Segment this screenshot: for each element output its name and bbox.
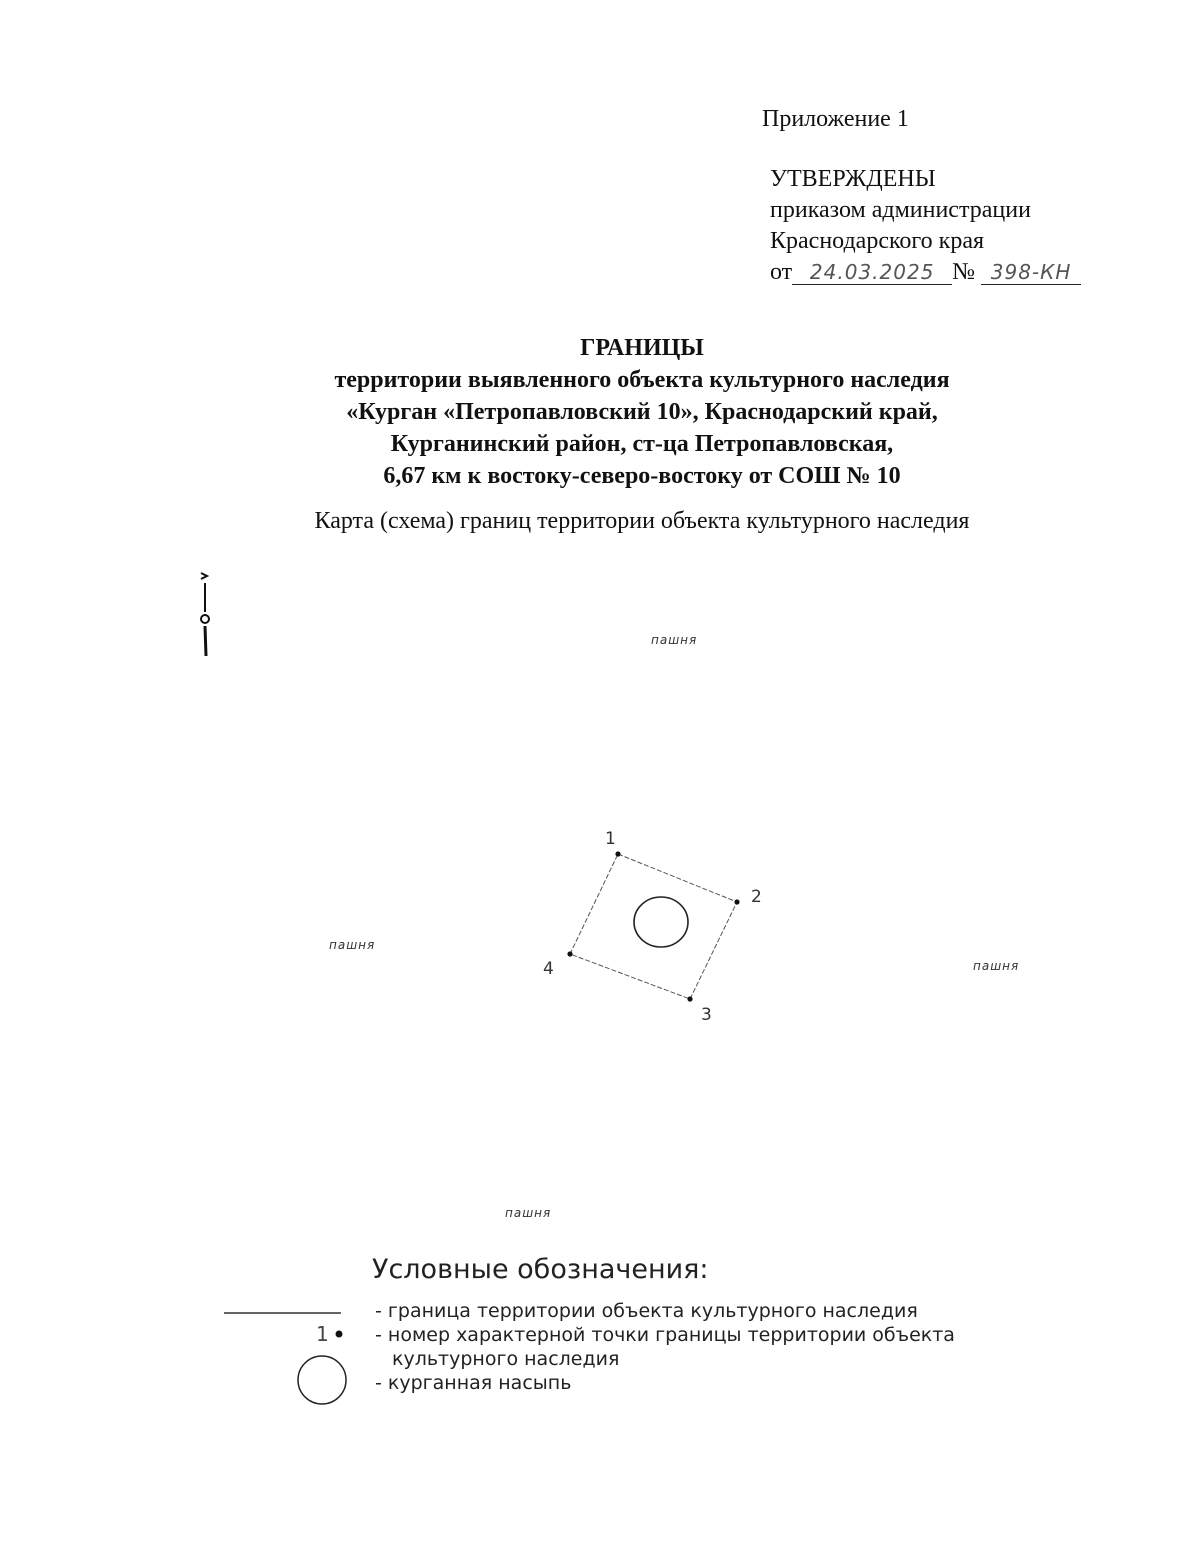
boundary-point-1 xyxy=(615,851,620,856)
point-label-1: 1 xyxy=(605,829,616,849)
legend-point-text-line-1: - номер характерной точки границы территории объекта xyxy=(375,1324,955,1346)
order-number: 398-КН xyxy=(981,260,1081,285)
legend-mound-icon xyxy=(298,1356,346,1404)
boundary-point-2 xyxy=(734,899,739,904)
territory-boundary xyxy=(570,854,737,999)
field-label-right: пашня xyxy=(973,959,1020,973)
legend-point-number-sample: 1 xyxy=(316,1322,329,1346)
map-subtitle: Карта (схема) границ территории объекта культурного наследия xyxy=(314,508,970,534)
legend-title: Условные обозначения: xyxy=(372,1254,709,1285)
point-label-3: 3 xyxy=(701,1005,712,1025)
order-date: 24.03.2025 xyxy=(792,260,952,285)
number-label: № xyxy=(952,259,976,285)
boundary-point-3 xyxy=(687,996,692,1001)
north-arrow-icon xyxy=(201,573,209,656)
legend-boundary-text: - граница территории объекта культурного наследия xyxy=(375,1300,918,1322)
appendix-label: Приложение 1 xyxy=(762,106,909,132)
mound-outline xyxy=(634,897,688,947)
legend-point-dot-icon xyxy=(336,1331,343,1338)
title-line-3: Курганинский район, ст-ца Петропавловская, xyxy=(390,431,894,457)
title-line-4: 6,67 км к востоку-северо-востоку от СОШ № 10 xyxy=(383,463,901,489)
title-main: ГРАНИЦЫ xyxy=(580,335,704,361)
field-label-top: пашня xyxy=(651,633,698,647)
point-label-4: 4 xyxy=(543,959,554,979)
from-label: от xyxy=(770,259,793,285)
by-order-line: приказом администрации xyxy=(770,197,1031,223)
legend-mound-text: - курганная насыпь xyxy=(375,1372,572,1394)
point-label-2: 2 xyxy=(751,887,762,907)
region-line: Краснодарского края xyxy=(770,228,985,254)
boundary-point-4 xyxy=(567,951,572,956)
approved-heading: УТВЕРЖДЕНЫ xyxy=(770,166,936,192)
field-label-bottom: пашня xyxy=(505,1206,552,1220)
field-label-left: пашня xyxy=(329,938,376,952)
title-line-1: территории выявленного объекта культурного наследия xyxy=(334,367,950,393)
title-line-2: «Курган «Петропавловский 10», Краснодарский край, xyxy=(346,399,938,425)
legend-point-text-line-2: культурного наследия xyxy=(392,1348,620,1370)
